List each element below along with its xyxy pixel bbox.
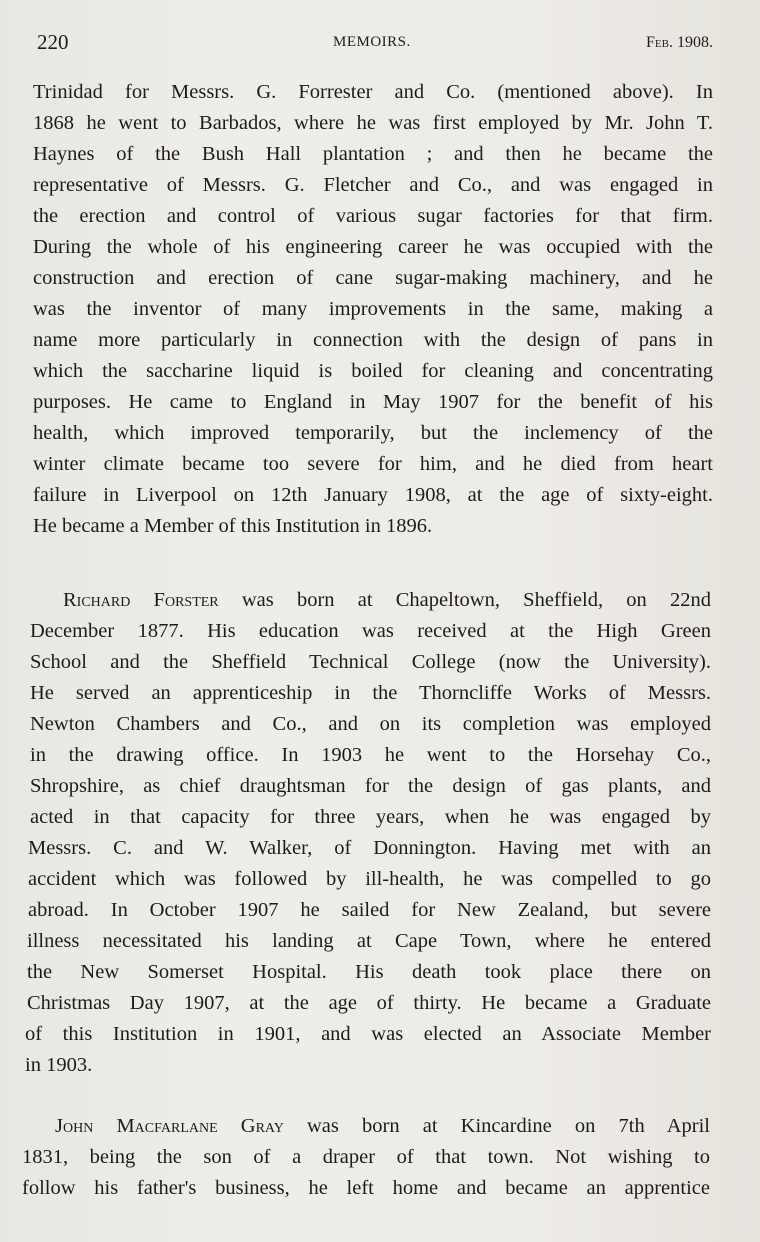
text-line: Trinidad for Messrs. G. Forrester and Co. (mentioned above). In [33,81,713,103]
person-name: John Macfarlane Gray [55,1115,284,1137]
text-line: the New Somerset Hospital. His death took place there on [27,961,711,983]
text-line: in the drawing office. In 1903 he went to the Horsehay Co., [30,744,711,766]
text-line: He served an apprenticeship in the Thorncliffe Works of Messrs. [30,682,711,704]
running-title: MEMOIRS. [333,34,411,50]
text-line: abroad. In October 1907 he sailed for New Zealand, but severe [28,899,711,921]
text-line: Haynes of the Bush Hall plantation ; and then he became the [33,143,713,165]
text-line: health, which improved temporarily, but the inclemency of the [33,422,713,444]
text-line: Richard Forster was born at Chapeltown, Sheffield, on 22nd [63,589,712,611]
text-line: School and the Sheffield Technical College (now the University). [30,651,711,673]
text-line: winter climate became too severe for him, and he died from heart [33,453,713,475]
text-line: purposes. He came to England in May 1907 for the benefit of his [33,391,713,413]
text-line: accident which was followed by ill-health, he was compelled to go [28,868,711,890]
text-line: illness necessitated his landing at Cape Town, where he entered [27,930,711,952]
text-line: Newton Chambers and Co., and on its completion was employed [30,713,711,735]
text-line: Messrs. C. and W. Walker, of Donnington. Having met with an [28,837,711,859]
text-line: December 1877. His education was received at the High Green [30,620,711,642]
text-line: follow his father's business, he left home and became an apprentice [22,1177,710,1199]
text-line: John Macfarlane Gray was born at Kincardine on 7th April [55,1115,710,1137]
text-line: in 1903. [25,1054,93,1076]
text-line: Shropshire, as chief draughtsman for the design of gas plants, and [30,775,711,797]
text-line: which the saccharine liquid is boiled for cleaning and concentrating [33,360,713,382]
text-line: 1831, being the son of a draper of that town. Not wishing to [22,1146,710,1168]
person-name: Richard Forster [63,589,219,611]
text-line: He became a Member of this Institution in 1896. [33,515,433,537]
page-header [37,30,713,60]
text-line: was the inventor of many improvements in the same, making a [33,298,713,320]
text-line: representative of Messrs. G. Fletcher and Co., and was engaged in [33,174,713,196]
text-line: construction and erection of cane sugar-making machinery, and he [33,267,713,289]
header-date: Feb. 1908. [646,34,713,51]
text-line: name more particularly in connection with the design of pans in [33,329,713,351]
page-number: 220 [37,30,69,54]
text-line: acted in that capacity for three years, when he was engaged by [30,806,711,828]
text-line: of this Institution in 1901, and was elected an Associate Member [25,1023,711,1045]
text-line: 1868 he went to Barbados, where he was first employed by Mr. John T. [33,112,713,134]
text-line: Christmas Day 1907, at the age of thirty. He became a Graduate [27,992,711,1014]
text-line: During the whole of his engineering career he was occupied with the [33,236,713,258]
text-line: failure in Liverpool on 12th January 1908, at the age of sixty-eight. [33,484,713,506]
text-line: the erection and control of various sugar factories for that firm. [33,205,713,227]
